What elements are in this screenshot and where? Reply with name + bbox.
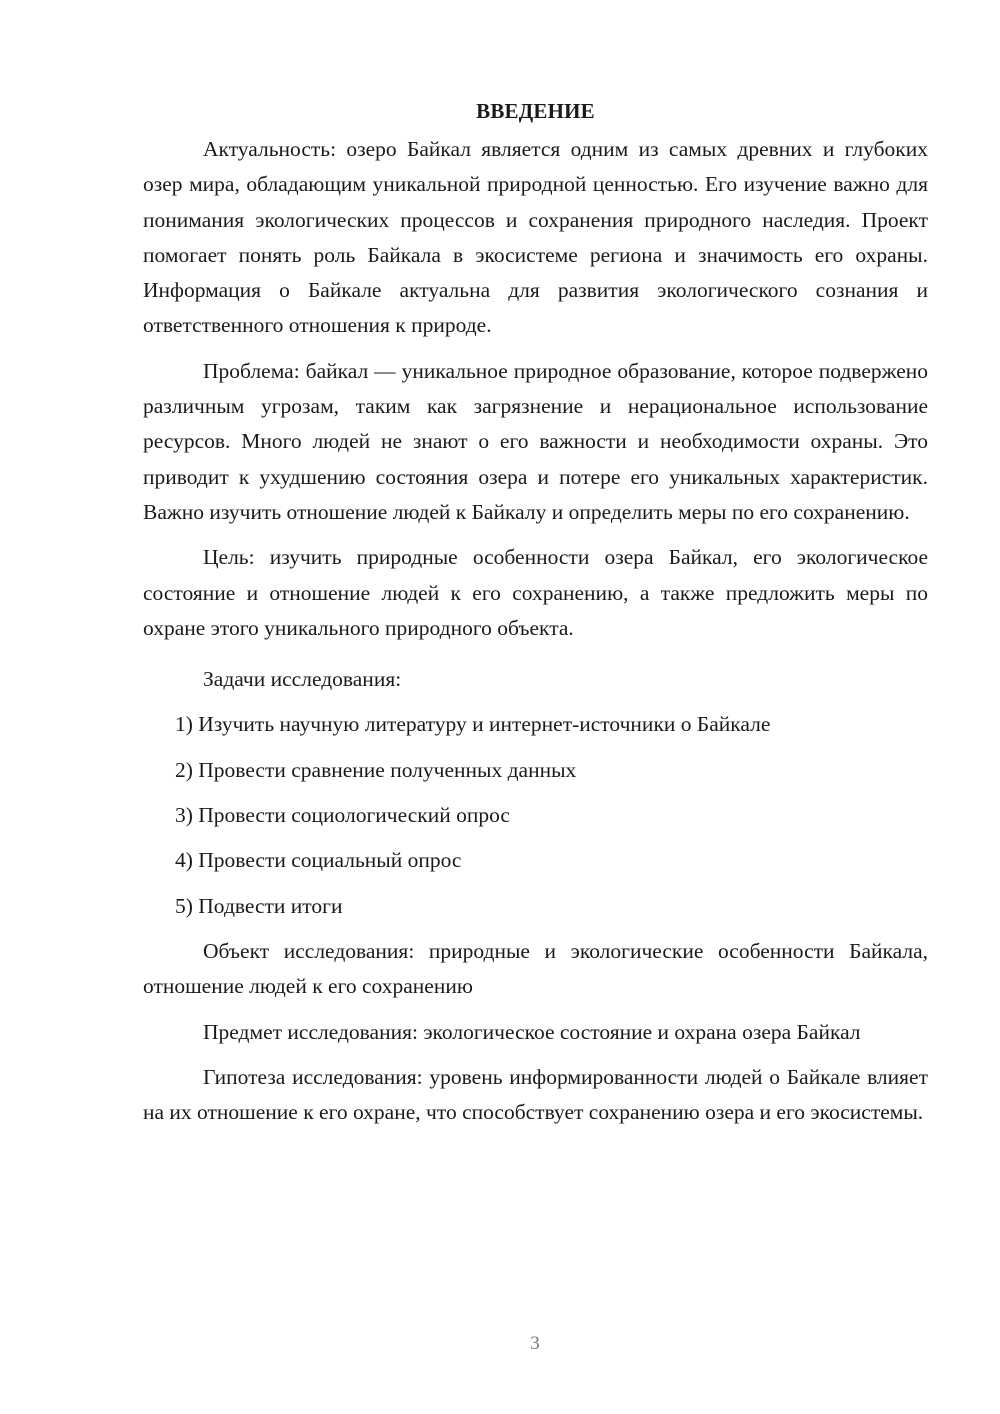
document-page	[143, 96, 928, 1140]
task-item: 2) Провести сравнение полученных данных	[175, 757, 577, 782]
hypothesis-paragraph: Гипотеза исследования: уровень информированности людей о Байкале влияет на их отношение к его охране, что способствует сохранению озера и его экосистемы.	[143, 1064, 928, 1125]
page-number: 3	[530, 1333, 540, 1354]
task-item: 5) Подвести итоги	[175, 893, 343, 918]
task-item: 4) Провести социальный опрос	[175, 848, 462, 873]
relevance-paragraph: Актуальность: озеро Байкал является одним из самых древних и глубоких озер мира, обладающим уникальной природной ценностью. Его изучение важно для понимания экологических процессов и сохранения природного наследия. Проект помогает понять роль Байкала в экосистеме региона и значимость его охраны. Информация о Байкале актуальна для развития экологического сознания и ответственного отношения к природе.	[143, 137, 928, 338]
task-item: 3) Провести социологический опрос	[175, 803, 510, 828]
tasks-title: Задачи исследования:	[203, 667, 402, 692]
goal-paragraph: Цель: изучить природные особенности озера Байкал, его экологическое состояние и отношение людей к его сохранению, а также предложить меры по охране этого уникального природного объекта.	[143, 545, 928, 640]
task-item: 1) Изучить научную литературу и интернет-источники о Байкале	[175, 712, 771, 737]
research-object-paragraph: Объект исследования: природные и экологические особенности Байкала, отношение людей к его сохранению	[143, 938, 928, 999]
page-title: ВВЕДЕНИЕ	[476, 99, 595, 123]
tasks-list	[143, 707, 928, 923]
research-subject-paragraph: Предмет исследования: экологическое состояние и охрана озера Байкал	[203, 1019, 861, 1044]
problem-paragraph: Проблема: байкал — уникальное природное образование, которое подвержено различным угрозам, таким как загрязнение и нерациональное использование ресурсов. Много людей не знают о его важности и необходимости охраны. Это приводит к ухудшению состояния озера и потере его уникальных характеристик. Важно изучить отношение людей к Байкалу и определить меры по его сохранению.	[143, 358, 928, 524]
